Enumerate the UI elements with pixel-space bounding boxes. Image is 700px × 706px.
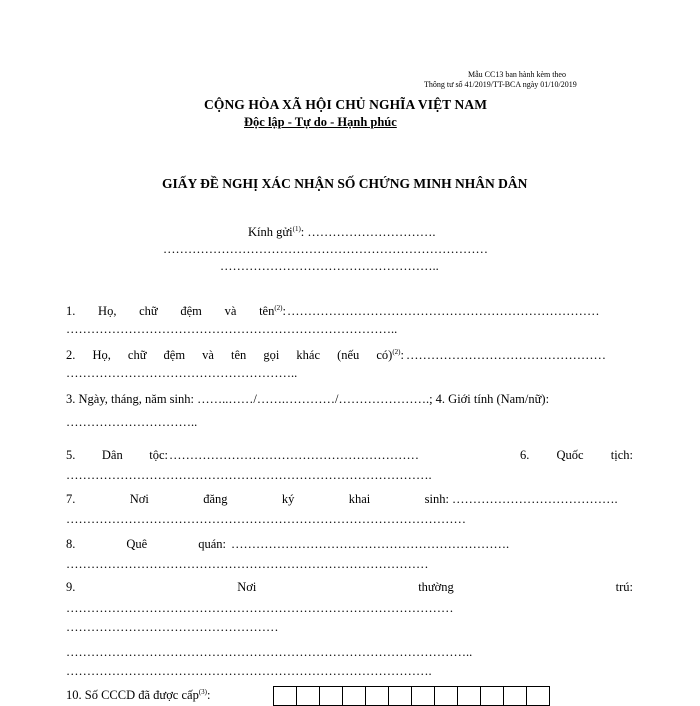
field-3-4-input[interactable]: ……..……/…….…………/………………….; 4. Giới tính (Nam/nữ): <box>197 392 550 406</box>
field-6-input[interactable]: ……………………………………………………………………………. <box>66 468 432 482</box>
field-7-input[interactable]: …………………………………. <box>452 492 618 506</box>
addressee-note: (1) <box>292 225 301 233</box>
addressee-dots-3[interactable]: …………………………………………….. <box>220 259 439 273</box>
field-3-label: 3. Ngày, tháng, năm sinh: <box>66 392 194 406</box>
field-5-input[interactable]: …………………………………………………… <box>169 448 419 462</box>
field-3-line <box>66 392 549 407</box>
addressee-dots-1[interactable]: …………………………. <box>307 225 436 239</box>
field-9-input-3[interactable]: …………………………………………………………………………………….. <box>66 645 473 659</box>
field-1-label: 1. Họ, chữ đệm và tên$^{(2)}$: <box>66 304 286 318</box>
nation-title: CỘNG HÒA XÃ HỘI CHỦ NGHĨA VIỆT NAM <box>204 97 488 112</box>
field-7-input-cont[interactable]: …………………………………………………………………………………… <box>66 512 466 526</box>
field-7-label: 7. Nơi đăng ký khai sinh: <box>66 492 449 506</box>
addressee-line: Kính gửi$^{(1)}$: …………………………. <box>248 225 436 239</box>
cccd-digit-box[interactable] <box>319 686 343 706</box>
document-title: GIẤY ĐỀ NGHỊ XÁC NHẬN SỐ CHỨNG MINH NHÂN DÂN <box>162 176 528 191</box>
field-9-input-4[interactable]: ……………………………………………………………………………. <box>66 664 432 678</box>
field-6-label: 6. Quốc tịch: <box>520 448 633 462</box>
cccd-digit-box[interactable] <box>296 686 320 706</box>
cccd-digit-box[interactable] <box>526 686 550 706</box>
field-2-label: 2. Họ, chữ đệm và tên gọi khác (nếu có)$^{(2)}$: <box>66 348 404 362</box>
cccd-number-boxes <box>274 686 550 706</box>
cccd-digit-box[interactable] <box>480 686 504 706</box>
field-2-input-cont[interactable]: ……………………………………………….. <box>66 366 298 380</box>
field-8-input-cont[interactable]: …………………………………………………………………………… <box>66 557 429 571</box>
field-10-label: 10. Số CCCD đã được cấp$^{(3)}$: <box>66 688 211 702</box>
field-2-input[interactable]: ………………………………………… <box>406 348 606 362</box>
field-8-label: 8. Quê quán: <box>66 537 226 551</box>
addressee-dots-2[interactable]: …………………………………………………………………… <box>163 242 488 256</box>
cccd-digit-box[interactable] <box>388 686 412 706</box>
addressee-label: Kính gửi <box>248 225 293 239</box>
field-1-input[interactable]: ………………………………………………………………… <box>287 304 600 318</box>
cccd-digit-box[interactable] <box>342 686 366 706</box>
field-4-input-cont[interactable]: ………………………….. <box>66 415 198 429</box>
field-5-label: 5. Dân tộc: <box>66 448 168 462</box>
field-9-label: 9. Nơi thường trú: <box>66 580 633 594</box>
field-8-input[interactable]: …………………………………………………………. <box>231 537 510 551</box>
cccd-digit-box[interactable] <box>273 686 297 706</box>
form-note-line1: Mẫu CC13 ban hành kèm theo <box>468 70 566 79</box>
form-note-line2: Thông tư số 41/2019/TT-BCA ngày 01/10/2019 <box>424 80 577 89</box>
cccd-digit-box[interactable] <box>503 686 527 706</box>
field-9-input-1[interactable]: ………………………………………………………………………………… <box>66 601 454 615</box>
nation-motto: Độc lập - Tự do - Hạnh phúc <box>244 115 397 129</box>
cccd-digit-box[interactable] <box>434 686 458 706</box>
cccd-digit-box[interactable] <box>365 686 389 706</box>
field-1-input-cont[interactable]: …………………………………………………………………….. <box>66 322 398 336</box>
field-9-input-2[interactable]: …………………………………………… <box>66 620 279 634</box>
cccd-digit-box[interactable] <box>411 686 435 706</box>
cccd-digit-box[interactable] <box>457 686 481 706</box>
